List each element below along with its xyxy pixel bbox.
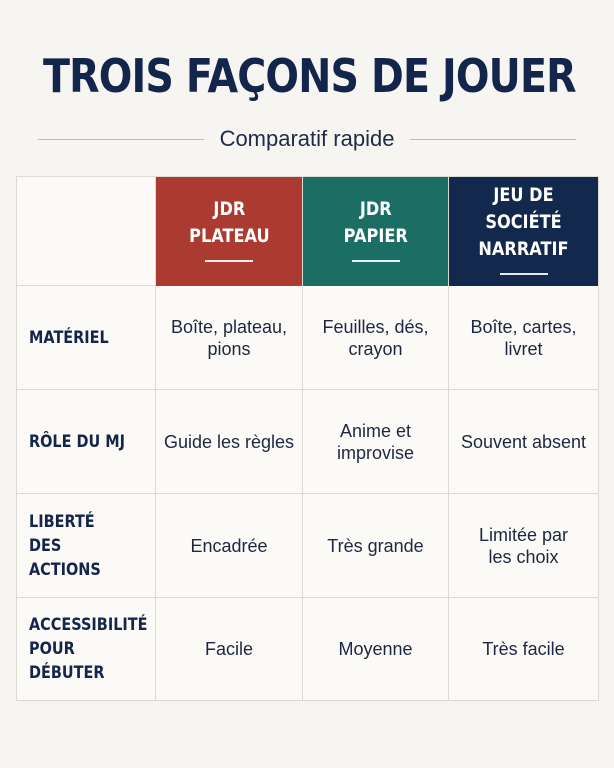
table-cell: Très facile	[482, 639, 565, 659]
comparison-table	[16, 176, 599, 701]
column-header-jdr-plateau	[156, 177, 303, 286]
table-cell: Boîte, plateau, pions	[156, 286, 303, 390]
row-header-label: MATÉRIEL	[29, 327, 109, 348]
subtitle-row	[38, 122, 576, 156]
row-header-materiel	[17, 286, 156, 390]
table-cell: Guide les règles	[156, 390, 303, 494]
column-header-label: JDR PAPIER	[343, 197, 408, 247]
column-header-jdr-papier	[303, 177, 449, 286]
row-header-label: ACCESSIBILITÉ POUR DÉBUTER	[29, 615, 148, 683]
row-header-label: RÔLE DU MJ	[29, 431, 126, 452]
table-cell: Anime et improvise	[303, 390, 449, 494]
table-cell: Encadrée	[156, 494, 303, 598]
column-header-jeu-de-societe-narratif	[449, 177, 598, 286]
table-cell: Limitée par les choix	[449, 494, 598, 598]
header-underline	[352, 260, 400, 262]
table-corner-cell	[17, 177, 156, 286]
header-underline	[500, 273, 548, 275]
table-cell: Moyenne	[303, 598, 449, 700]
table-cell: Boîte, cartes, livret	[449, 286, 598, 390]
row-header-role-du-mj	[17, 390, 156, 494]
table-cell: Très grande	[303, 494, 449, 598]
subtitle: Comparatif rapide	[219, 126, 395, 151]
subtitle-rule-left	[38, 139, 204, 140]
row-header-label: LIBERTÉ DES ACTIONS	[29, 511, 101, 580]
header-underline	[205, 260, 253, 262]
column-header-label: JDR PLATEAU	[188, 197, 270, 247]
row-header-liberte-des-actions	[17, 494, 156, 598]
subtitle-rule-right	[410, 139, 576, 140]
table-cell: Feuilles, dés, crayon	[303, 286, 449, 390]
table-cell: Souvent absent	[449, 390, 598, 494]
page-title: TROIS FAÇONS DE JOUER	[42, 49, 576, 103]
column-header-label: JEU DE SOCIÉTÉ NARRATIF	[478, 184, 569, 260]
row-header-accessibilite	[17, 598, 156, 700]
table-cell: Facile	[156, 598, 303, 700]
